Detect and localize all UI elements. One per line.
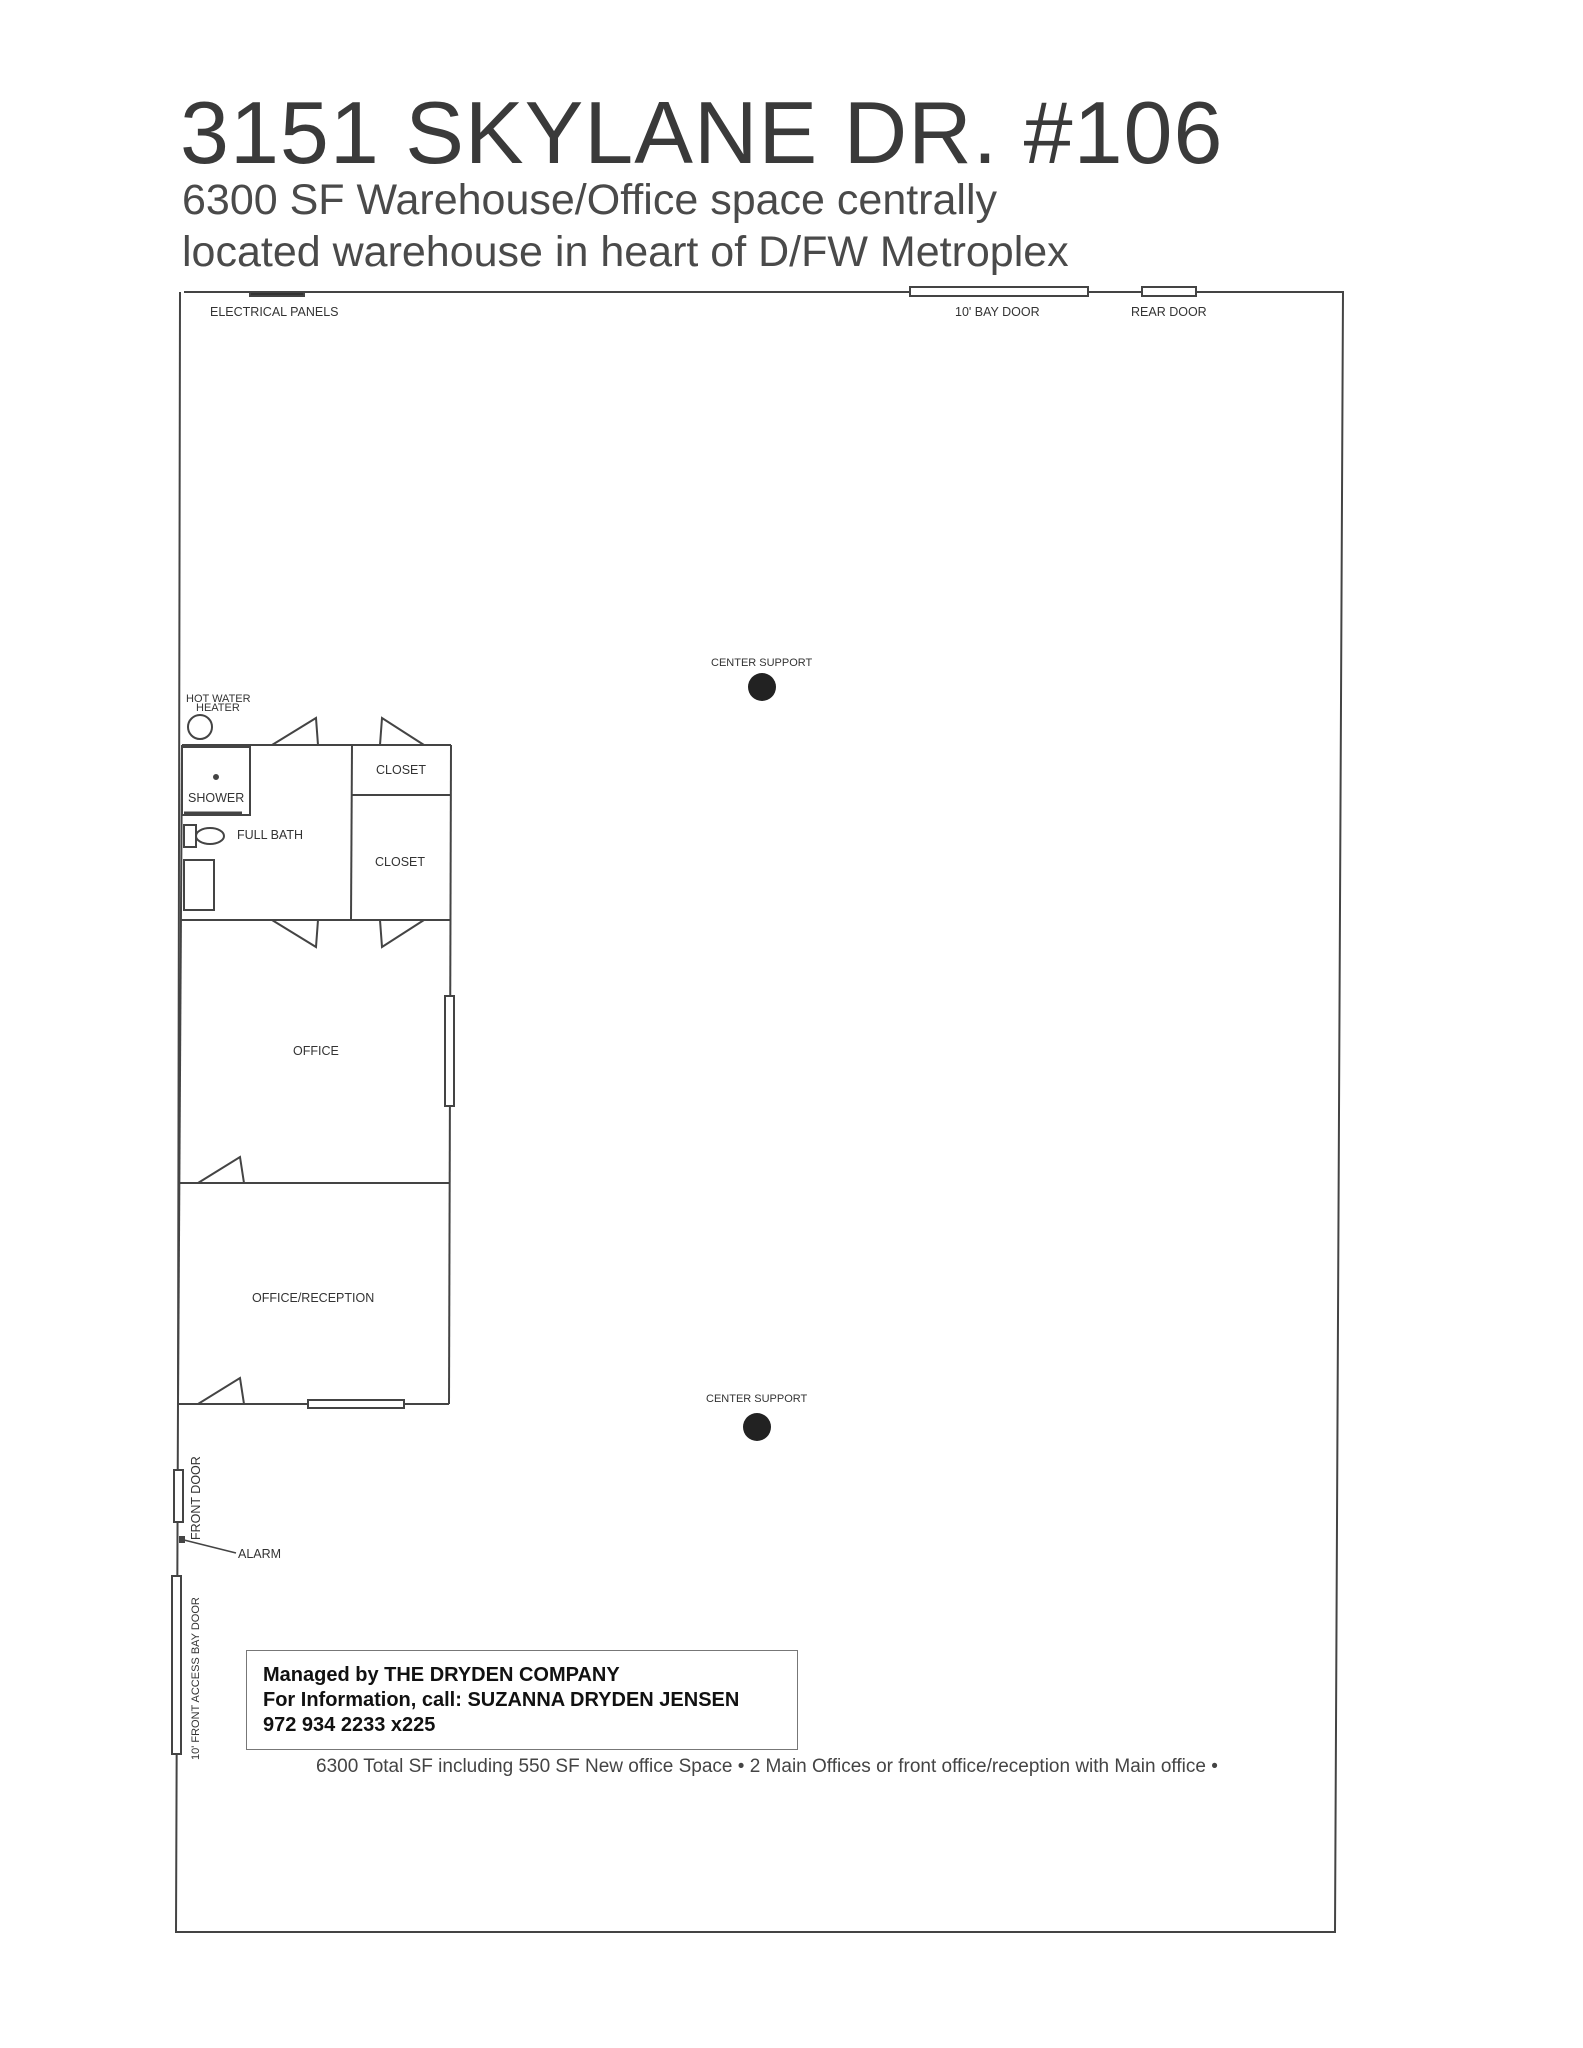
bathtub-icon [184, 860, 214, 910]
center-support-lower-label: CENTER SUPPORT [706, 1393, 808, 1405]
office-door-swing [198, 1157, 244, 1183]
alarm-pointer [184, 1540, 236, 1553]
toilet-bowl-icon [196, 828, 224, 844]
full-bath-label: FULL BATH [237, 828, 303, 842]
front-door-label: FRONT DOOR [189, 1456, 203, 1540]
bath-door-swing [272, 718, 318, 745]
subtitle-line-1: 6300 SF Warehouse/Office space centrally [182, 176, 998, 224]
front-access-bay-door-label: 10' FRONT ACCESS BAY DOOR [190, 1597, 202, 1760]
footnote: 6300 Total SF including 550 SF New office Space • 2 Main Offices or front office/reception with Main office • [316, 1756, 1218, 1777]
center-support-upper-icon [748, 673, 776, 701]
closet-lower-label: CLOSET [375, 855, 426, 869]
contact-manager: Managed by THE DRYDEN COMPANY [263, 1664, 620, 1686]
office-reception-label: OFFICE/RECEPTION [252, 1291, 375, 1305]
rear-door-label: REAR DOOR [1131, 305, 1207, 319]
front-door-mark [174, 1470, 183, 1522]
toilet-tank-icon [184, 825, 196, 847]
shower-label: SHOWER [188, 791, 245, 805]
subtitle-line-2: located warehouse in heart of D/FW Metroplex [182, 228, 1069, 276]
electrical-panels-mark [250, 292, 304, 296]
alarm-label: ALARM [238, 1547, 282, 1561]
hot-water-heater-icon [188, 715, 212, 739]
bay-door-mark [910, 287, 1088, 296]
hot-water-heater-label-2: HEATER [196, 702, 240, 714]
bath-closet-divider [351, 745, 352, 920]
hot-water-heater-label-1: HOT WATER [186, 693, 251, 705]
reception-window [308, 1400, 404, 1408]
reception-door-swing [198, 1378, 244, 1404]
bath-lower-door-swing [272, 920, 318, 947]
center-support-upper-label: CENTER SUPPORT [711, 657, 813, 669]
office-label: OFFICE [293, 1044, 339, 1058]
front-access-bay-door-mark [172, 1576, 181, 1754]
closet-upper-label: CLOSET [376, 763, 427, 777]
page-title: 3151 SKYLANE DR. #106 [180, 83, 1224, 182]
contact-info-line: For Information, call: SUZANNA DRYDEN JENSEN [263, 1689, 740, 1711]
contact-phone: 972 934 2233 x225 [263, 1714, 436, 1736]
closet-door-swing-upper [380, 718, 424, 745]
office-window [445, 996, 454, 1106]
center-support-lower-icon [743, 1413, 771, 1441]
closet-door-swing-lower [380, 920, 424, 947]
electrical-panels-label: ELECTRICAL PANELS [210, 305, 339, 319]
contact-box [246, 1650, 798, 1750]
bay-door-label: 10' BAY DOOR [955, 305, 1040, 319]
rear-door-mark [1142, 287, 1196, 296]
